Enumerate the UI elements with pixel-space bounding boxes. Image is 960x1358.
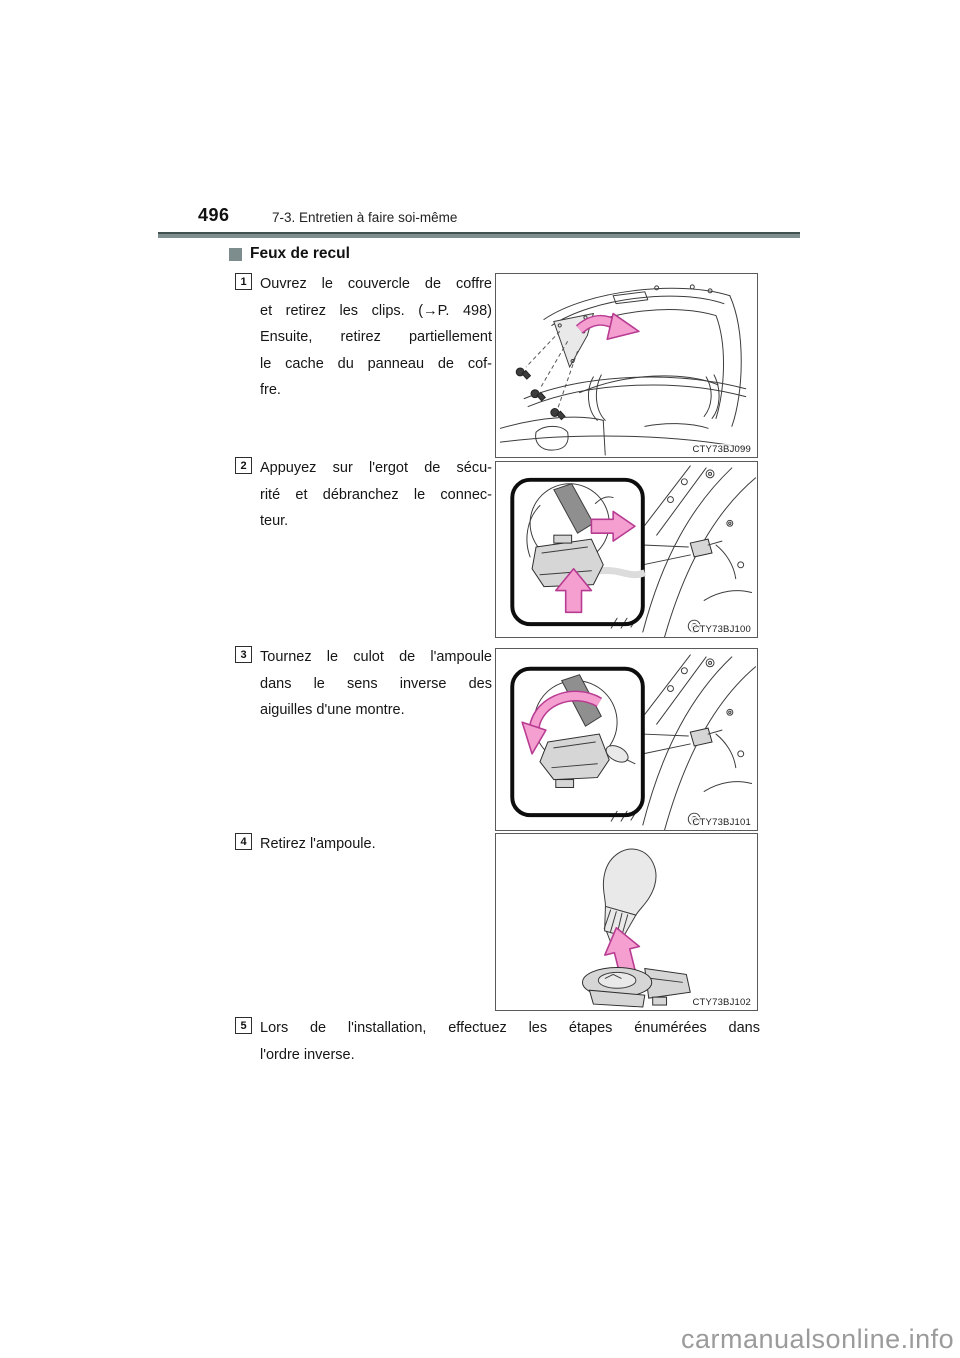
section-title: Feux de recul xyxy=(250,245,350,262)
step-2 xyxy=(229,455,492,535)
step-1 xyxy=(229,271,492,404)
step-3-text xyxy=(260,644,492,724)
bulb-removal-illustration xyxy=(496,834,757,1010)
section-header xyxy=(229,245,350,263)
figure-code: CTY73BJ101 xyxy=(692,817,751,828)
step-2-line: rité et débranchez le connec- xyxy=(260,486,492,503)
page-number: 496 xyxy=(198,205,230,225)
step-5-text xyxy=(260,1015,760,1068)
figure-code: CTY73BJ102 xyxy=(692,997,751,1008)
step-4-text xyxy=(260,831,492,858)
lamp-housing-strip xyxy=(554,484,594,533)
step-3-line: Tournez le culot de l'ampoule xyxy=(260,649,492,665)
bulb-socket xyxy=(583,967,691,1007)
figure-remove-bulb xyxy=(495,833,758,1011)
figure-disconnect-connector xyxy=(495,461,758,638)
open-direction-arrow-icon xyxy=(580,314,639,340)
step-1-line: Ensuite, retirez partiellement xyxy=(260,329,492,345)
step-5-number: 5 xyxy=(235,1017,252,1034)
step-4-number: 4 xyxy=(235,833,252,850)
step-3-number: 3 xyxy=(235,646,252,663)
step-2-number: 2 xyxy=(235,457,252,474)
connector-body xyxy=(532,535,645,586)
step-1-line: Ouvrez le couvercle de coffre xyxy=(260,276,492,292)
bulb-base-illustration xyxy=(496,649,757,830)
step-1-number: 1 xyxy=(235,273,252,290)
connector-illustration xyxy=(496,462,757,637)
header-divider xyxy=(158,232,800,238)
step-2-line: Appuyez sur l'ergot de sécu- xyxy=(260,460,492,476)
section-bullet-icon xyxy=(229,248,242,261)
step-1-line: et retirez les clips. (→P. 498) xyxy=(260,302,492,319)
bulb-socket-body xyxy=(540,734,635,787)
step-5-line: l'ordre inverse. xyxy=(260,1046,355,1063)
step-5 xyxy=(229,1015,760,1068)
step-1-line: le cache du panneau de cof- xyxy=(260,355,492,372)
figure-trunk-lid-clips xyxy=(495,273,758,458)
step-3-line: dans le sens inverse des xyxy=(260,675,492,692)
step-4 xyxy=(229,831,492,858)
step-2-line: teur. xyxy=(260,513,289,529)
step-1-text xyxy=(260,271,492,404)
step-3-line: aiguilles d'une montre. xyxy=(260,702,405,718)
step-5-line: Lors de l'installation, effectuez les étapes énumérées dans xyxy=(260,1020,760,1036)
clip-icon xyxy=(516,368,565,420)
trunk-lid-illustration xyxy=(496,274,757,457)
chapter-title: 7-3. Entretien à faire soi-même xyxy=(272,210,458,225)
step-1-line: fre. xyxy=(260,382,281,398)
figure-code: CTY73BJ099 xyxy=(692,444,751,455)
step-4-line: Retirez l'ampoule. xyxy=(260,836,376,852)
step-2-text xyxy=(260,455,492,535)
figure-turn-bulb-base xyxy=(495,648,758,831)
watermark: carmanualsonline.info xyxy=(681,1324,955,1354)
step-3 xyxy=(229,644,492,724)
slide-right-arrow-icon xyxy=(591,511,635,541)
figure-code: CTY73BJ100 xyxy=(692,624,751,635)
